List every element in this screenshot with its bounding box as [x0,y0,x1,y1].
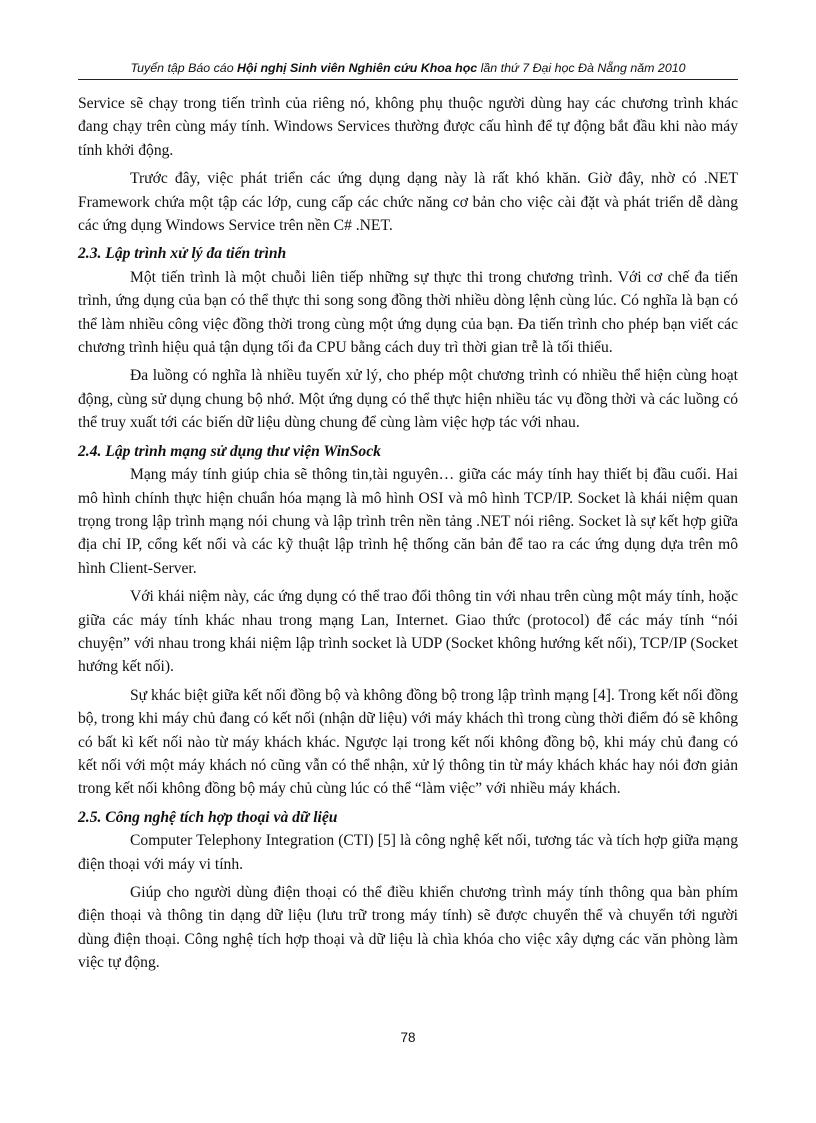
paragraph: Trước đây, việc phát triển các ứng dụng dạng này là rất khó khăn. Giờ đây, nhờ có .NET Framework chứa một tập các lớp, cung cấp các chức năng cơ bản cho việc cài đặt và phát triển dễ dàng các ứng dụng Windows Service trên nền C# .NET. [78,170,738,235]
running-header [78,60,738,76]
header-divider [78,79,738,80]
section-heading: 2.3. Lập trình xử lý đa tiến trình [78,245,287,263]
paragraph: Computer Telephony Integration (CTI) [5] là công nghệ kết nối, tương tác và tích hợp giữa mạng điện thoại với máy vi tính. [78,832,738,873]
paragraph: Sự khác biệt giữa kết nối đồng bộ và không đồng bộ trong lập trình mạng [4]. Trong kết nối đồng bộ, trong khi máy chủ đang có kết nối (nhận dữ liệu) với máy khách thì trong cùng thời điểm đó sẽ không có bất kì kết nối nào từ máy khách khác. Ngược lại trong kết nối không đồng bộ, khi máy chủ đang có kết nối với một máy khách nó cũng vẫn có thể nhận, xử lý thông tin từ máy khách khác hay nói đơn giản trong kết nối không đồng bộ máy chủ cùng lúc có thể “làm việc” với nhiều máy khách. [78,686,738,798]
section-heading: 2.5. Công nghệ tích hợp thoại và dữ liệu [78,808,338,826]
header-conference-name: Hội nghị Sinh viên Nghiên cứu Khoa học [237,61,478,75]
header-suffix: lần thứ 7 Đại học Đà Nẵng năm 2010 [477,61,686,75]
paragraph: Một tiến trình là một chuỗi liên tiếp những sự thực thi trong chương trình. Với cơ chế đa tiến trình, ứng dụng của bạn có thể thực thi song song đồng thời nhiều dòng lệnh cùng lúc. Có nghĩa là bạn có thể làm nhiều công việc đồng thời trong cùng một ứng dụng của bạn. Đa tiến trình cho phép bạn viết các chương trình hiệu quả tận dụng tối đa CPU bằng cách duy trì thời gian trễ là tối thiểu. [78,268,738,357]
paragraph: Đa luồng có nghĩa là nhiều tuyến xử lý, cho phép một chương trình có nhiều thể hiện cùng hoạt động, cùng sử dụng chung bộ nhớ. Một ứng dụng có thể thực hiện nhiều tác vụ đồng thời và các luồng có thể truy xuất tới các biến dữ liệu dùng chung để cùng làm việc hợp tác với nhau. [78,367,738,432]
paragraph: Với khái niệm này, các ứng dụng có thể trao đổi thông tin với nhau trên cùng một máy tính, hoặc giữa các máy tính khác nhau trong mạng Lan, Internet. Giao thức (protocol) để các máy tính “nói chuyện” với nhau trong khái niệm lập trình socket là UDP (Socket không hướng kết nối), TCP/IP (Socket hướng kết nối). [78,588,738,676]
body-text [78,92,738,980]
page-number: 78 [400,1030,416,1045]
section-heading: 2.4. Lập trình mạng sử dụng thư viện WinSock [78,442,381,460]
paragraph: Service sẽ chạy trong tiến trình của riêng nó, không phụ thuộc người dùng hay các chương trình khác đang chạy trên cùng máy tính. Windows Services thường được cấu hình để tự động bắt đầu khi nào máy tính khởi động. [78,95,738,159]
paragraph: Mạng máy tính giúp chia sẽ thông tin,tài nguyên… giữa các máy tính hay thiết bị đầu cuối. Hai mô hình chính thực hiện chuẩn hóa mạng là mô hình OSI và mô hình TCP/IP. Socket là khái niệm quan trọng trong lập trình mạng nói chung và lập trình trên nền tảng .NET nói riêng. Socket là sự kết hợp giữa địa chỉ IP, cổng kết nối và các kỹ thuật lập trình hệ thống căn bản để tao ra các ứng dụng dựa trên mô hình Client-Server. [78,466,738,577]
header-prefix: Tuyển tập Báo cáo [130,61,238,75]
paragraph: Giúp cho người dùng điện thoại có thể điều khiển chương trình máy tính thông qua bàn phím điện thoại và thông tin dạng dữ liệu (lưu trữ trong máy tính) sẽ được chuyển thể và chuyển tới người dùng điện thoại. Công nghệ tích hợp thoại và dữ liệu là chìa khóa cho việc xây dựng các văn phòng làm việc tự động. [78,884,738,972]
